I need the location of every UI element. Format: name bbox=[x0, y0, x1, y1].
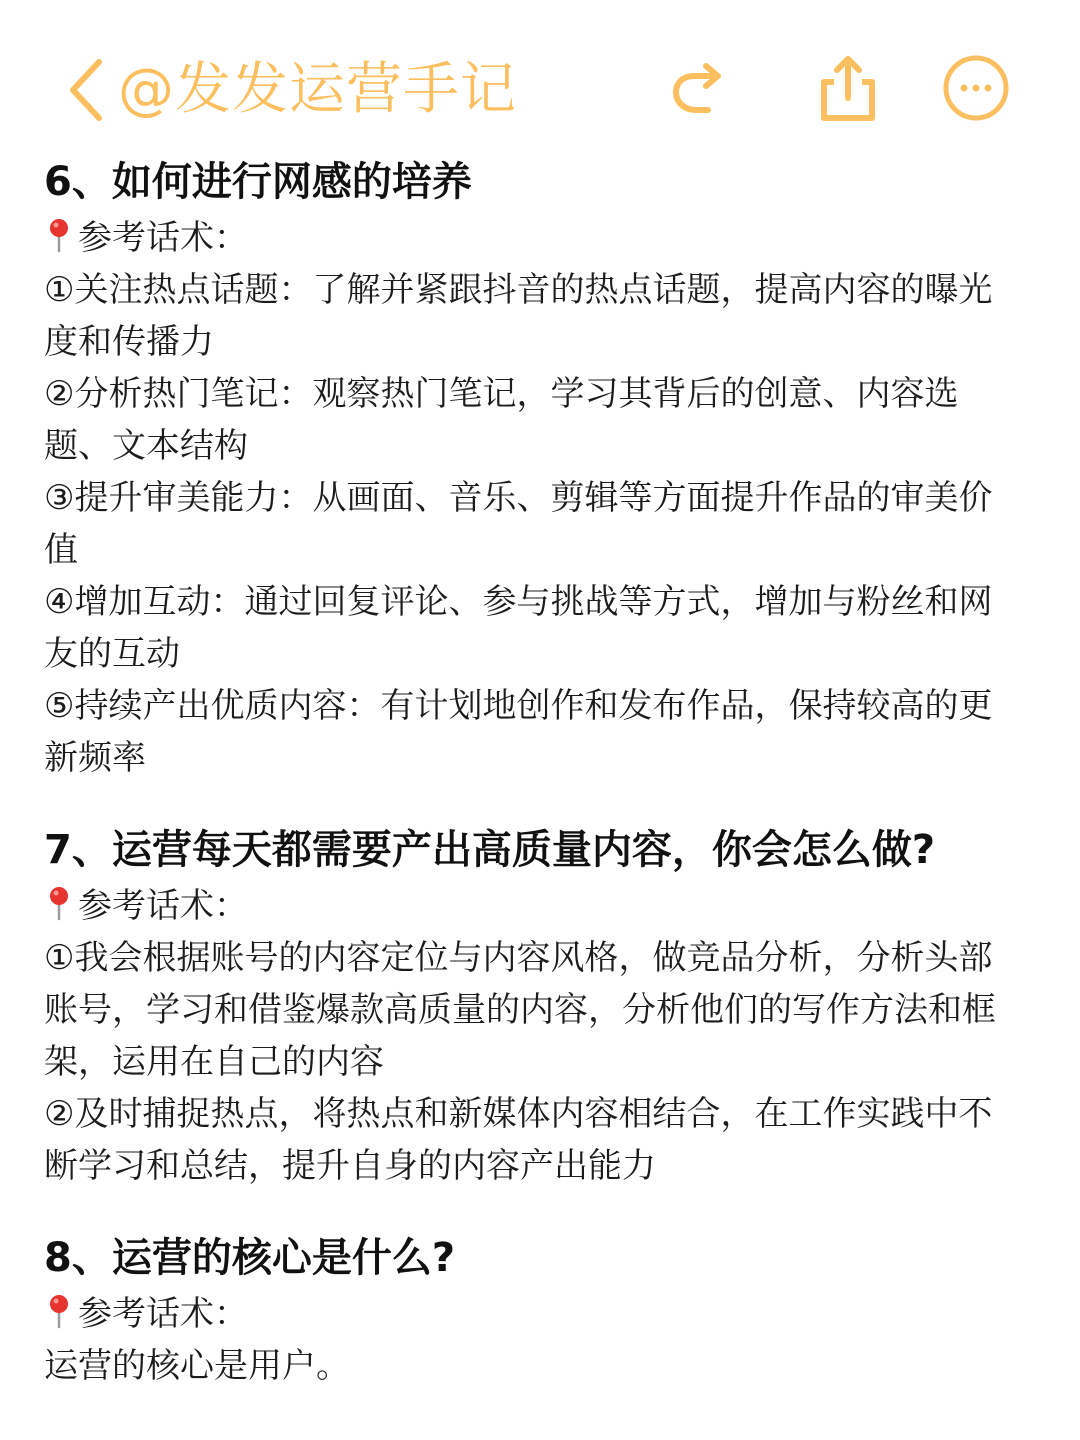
answer-label-text: 参考话术： bbox=[78, 218, 248, 258]
answer-label bbox=[44, 880, 1024, 932]
answer-point: ①关注热点话题：了解并紧跟抖音的热点话题，提高内容的曝光度和传播力 bbox=[44, 270, 993, 362]
question-heading: 7、运营每天都需要产出高质量内容，你会怎么做? bbox=[44, 827, 936, 873]
pushpin-icon bbox=[44, 885, 74, 921]
redo-arrow-icon bbox=[664, 52, 736, 124]
answer-label-text: 参考话术： bbox=[78, 886, 248, 926]
answer-point: 运营的核心是用户。 bbox=[44, 1346, 350, 1386]
share-icon bbox=[810, 52, 882, 124]
answer-label-text: 参考话术： bbox=[78, 1294, 248, 1334]
qa-section bbox=[44, 152, 1024, 784]
pushpin-icon bbox=[44, 217, 74, 253]
question-heading: 8、运营的核心是什么? bbox=[44, 1235, 456, 1281]
back-button[interactable] bbox=[62, 55, 112, 125]
more-icon bbox=[940, 52, 1012, 124]
answer-label bbox=[44, 1288, 1024, 1340]
answer-label bbox=[44, 212, 1024, 264]
answer-point: ③提升审美能力：从画面、音乐、剪辑等方面提升作品的审美价值 bbox=[44, 478, 993, 570]
redo-button[interactable] bbox=[664, 52, 736, 124]
account-title[interactable]: @发发运营手记 bbox=[118, 57, 517, 122]
pushpin-icon bbox=[44, 1293, 74, 1329]
share-button[interactable] bbox=[810, 52, 882, 124]
note-content bbox=[44, 152, 1024, 1392]
answer-point: ④增加互动：通过回复评论、参与挑战等方式，增加与粉丝和网友的互动 bbox=[44, 582, 993, 674]
answer-point: ②及时捕捉热点，将热点和新媒体内容相结合，在工作实践中不断学习和总结，提升自身的内容产出能力 bbox=[44, 1094, 993, 1186]
top-bar bbox=[0, 0, 1080, 150]
question-heading: 6、如何进行网感的培养 bbox=[44, 159, 472, 205]
qa-section bbox=[44, 820, 1024, 1192]
answer-point: ①我会根据账号的内容定位与内容风格，做竞品分析，分析头部账号，学习和借鉴爆款高质量的内容，分析他们的写作方法和框架，运用在自己的内容 bbox=[44, 938, 996, 1082]
qa-section bbox=[44, 1228, 1024, 1392]
back-chevron-icon bbox=[67, 57, 107, 123]
answer-point: ⑤持续产出优质内容：有计划地创作和发布作品，保持较高的更新频率 bbox=[44, 686, 993, 778]
answer-point: ②分析热门笔记：观察热门笔记，学习其背后的创意、内容选题、文本结构 bbox=[44, 374, 959, 466]
more-button[interactable] bbox=[940, 52, 1012, 124]
